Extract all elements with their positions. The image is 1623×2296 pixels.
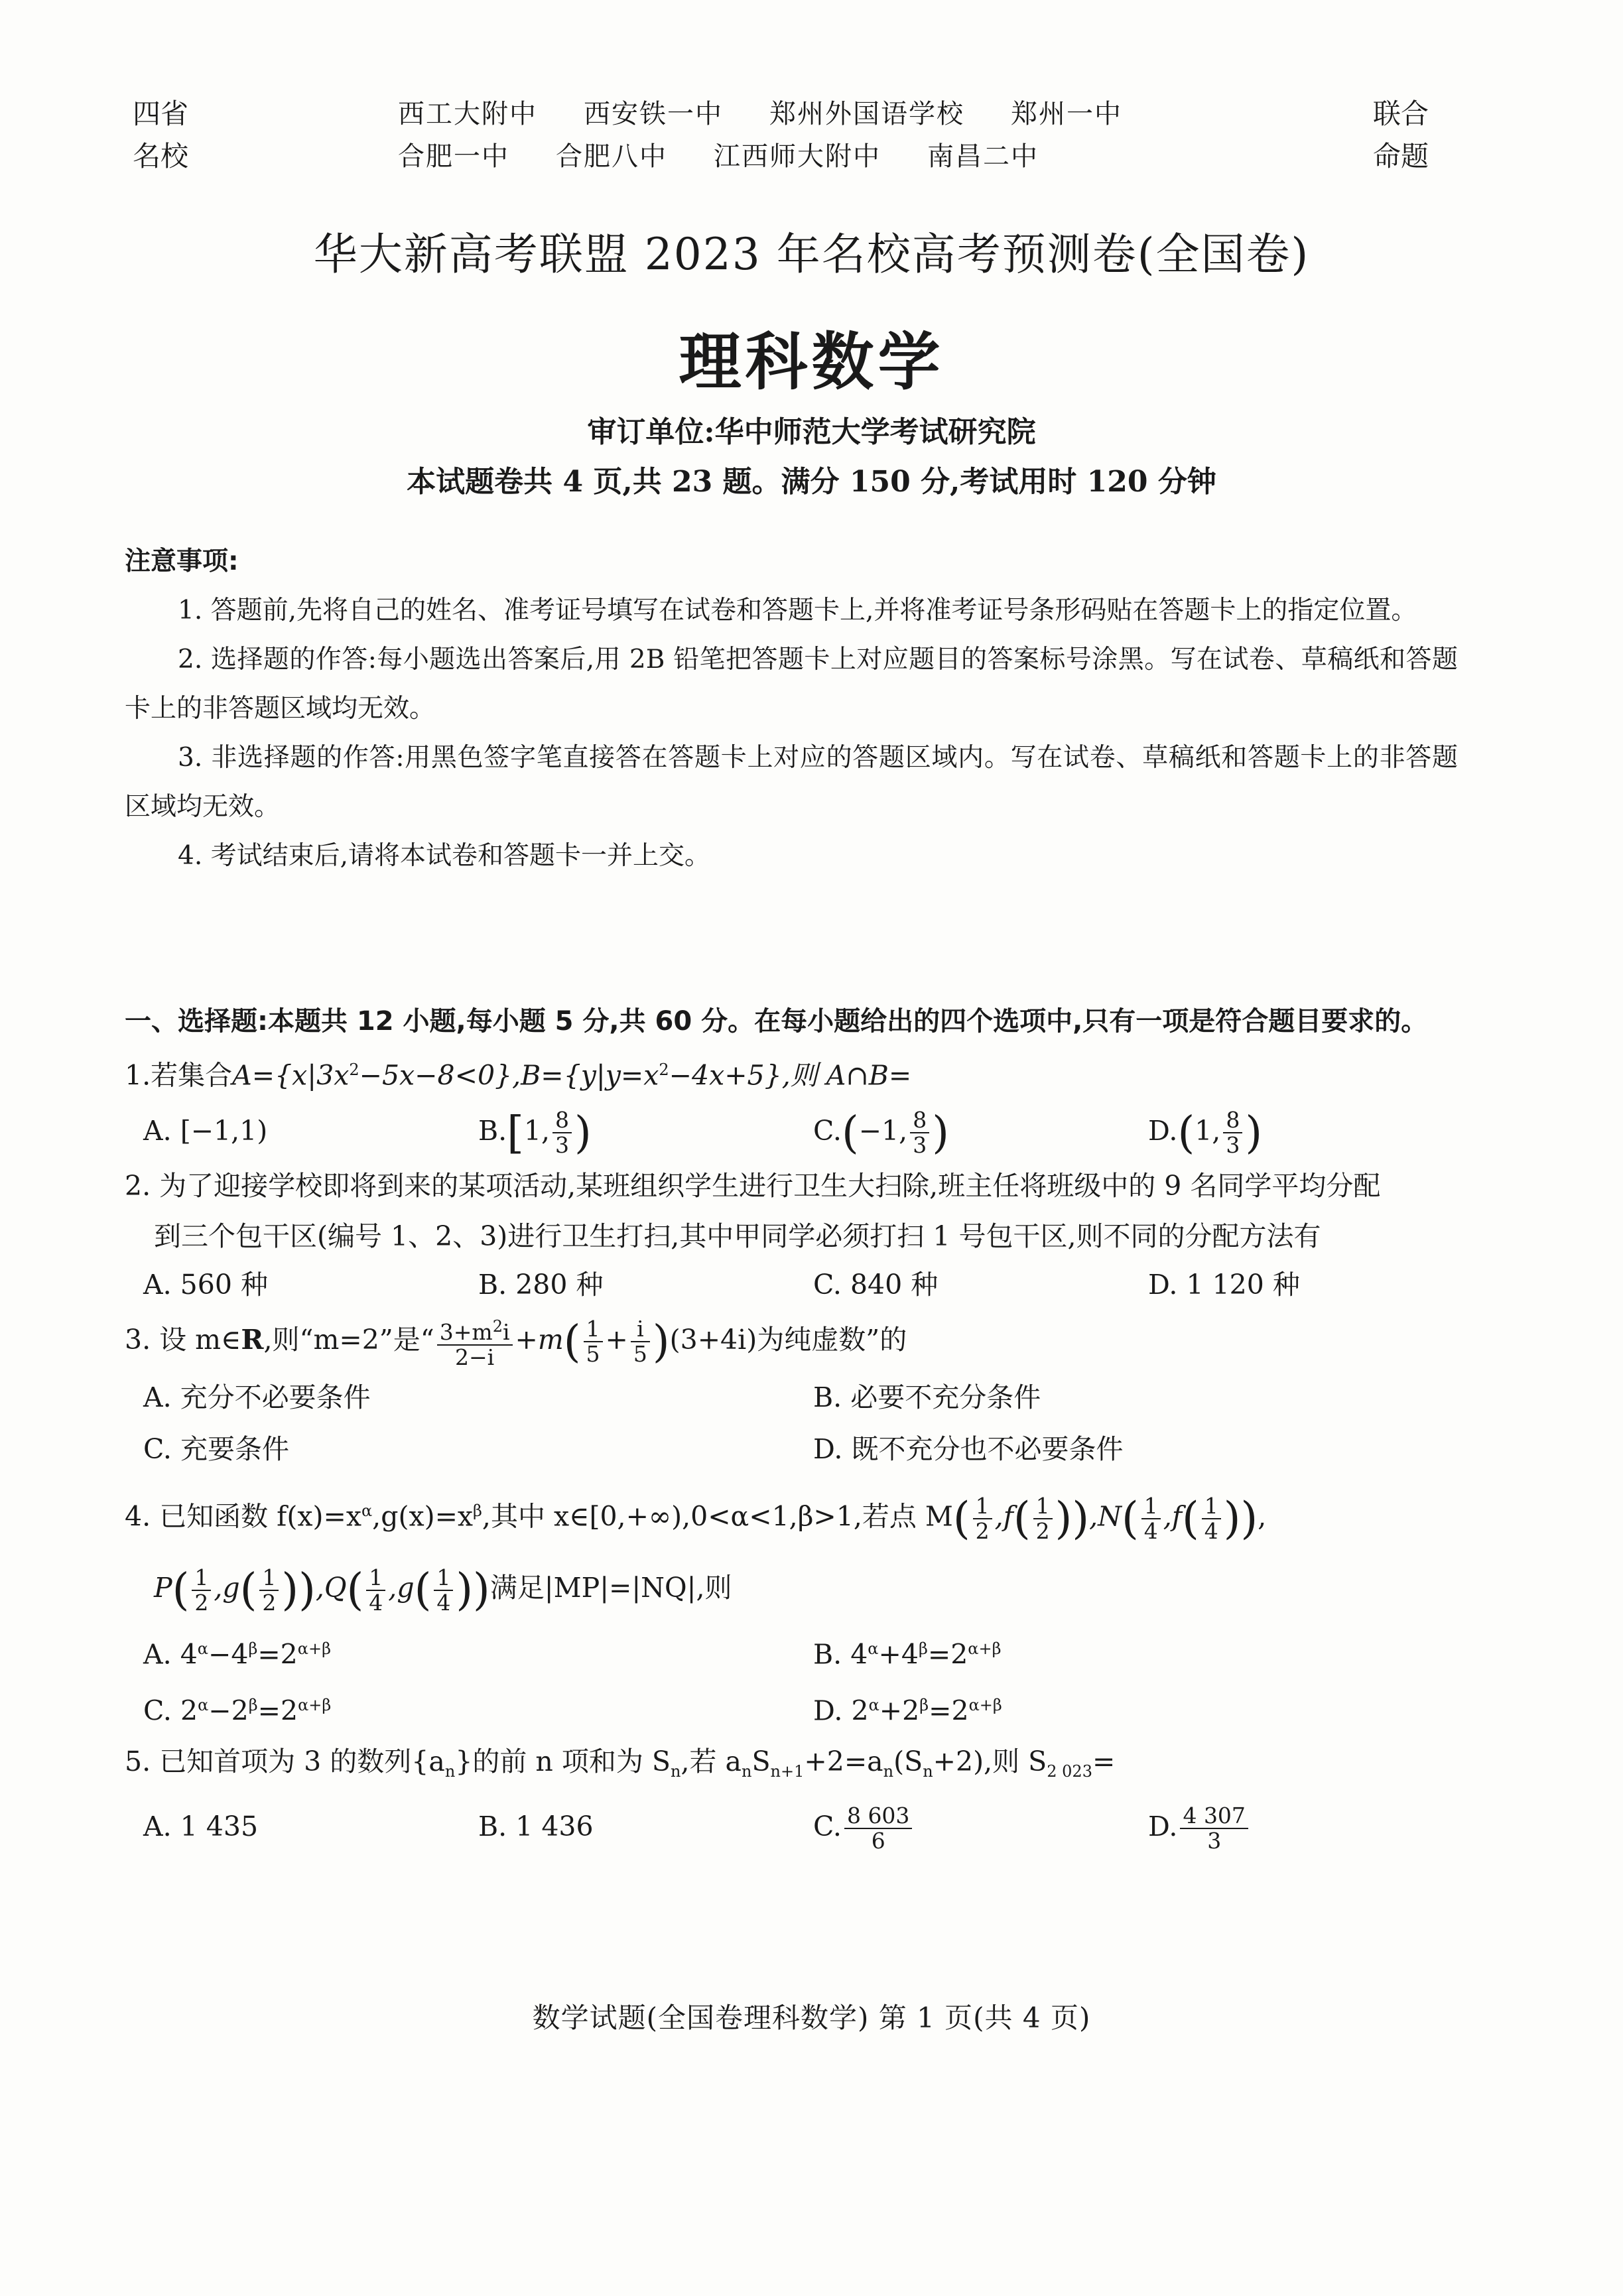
numerator: 1 [973,1494,992,1519]
option-a [143,1101,478,1161]
school: 西安铁一中 [584,99,723,129]
denominator: 2 [262,1589,277,1616]
denominator: 2 [975,1517,990,1544]
numerator: 1 [584,1317,603,1342]
option-a: A. 1 435 [143,1810,259,1842]
option-d: D. 既不充分也不必要条件 [813,1433,1124,1465]
math-sup: β [248,1639,258,1659]
question-5-stem [125,1736,1464,1797]
denominator: 4 [369,1589,383,1616]
option-label: C. [813,1114,842,1147]
section-heading: 一、选择题:本题共 12 小题,每小题 5 分,共 60 分。在每小题给出的四个选项中,只有一项是符合题目要求的。 [125,1006,1428,1037]
fraction [1180,1804,1248,1853]
exam-info: 本试题卷共 4 页,共 23 题。满分 150 分,考试用时 120 分钟 [407,465,1216,499]
math: ,N [1089,1500,1122,1533]
stem-text: +2=a [804,1745,883,1777]
header-right-line2: 命题 [1373,140,1429,172]
question-1 [125,1045,1464,1161]
note-item: 4. 考试结束后,请将本试卷和答题卡一并上交。 [178,841,711,871]
denominator: 3 [913,1132,927,1159]
math: −4 [208,1638,249,1671]
school: 郑州外国语学校 [769,99,964,129]
school: 合肥一中 [398,141,509,172]
math: −5x−8<0},B={y|y=x [359,1059,659,1092]
denominator: 2−i [455,1344,495,1370]
questions [125,998,1464,1856]
denominator: 4 [1143,1517,1158,1544]
math: 4 [850,1638,868,1671]
option-label: A. [143,1638,180,1671]
math: =2 [929,1694,969,1727]
math: +m [515,1323,564,1356]
denominator: 4 [436,1589,451,1616]
math: ,Q [315,1572,347,1604]
bracket: )) [281,1564,316,1616]
bracket: ) [652,1316,670,1368]
option-b: B. 280 种 [478,1268,604,1301]
option-value: −1, [858,1114,908,1147]
question-5-options [125,1797,1464,1856]
denominator: 3 [1226,1132,1240,1159]
option-b: B. 1 436 [478,1810,594,1842]
numerator: 1 [192,1566,211,1591]
bracket: ( [1013,1492,1031,1544]
numerator: 8 [552,1108,572,1133]
math: +4 [878,1638,919,1671]
numerator: 1 [1141,1494,1161,1519]
question-5 [125,1736,1464,1856]
math: R [241,1323,264,1356]
stem-text: 4. 已知函数 f(x)=x [125,1500,361,1533]
bracket: ( [841,1107,859,1159]
fraction [631,1317,650,1366]
notes-heading: 注意事项: [125,546,239,576]
math-sup: α+β [297,1639,331,1659]
header-left-line2: 名校 [133,140,189,172]
header-schools [398,93,1194,178]
math-sup: β [248,1695,258,1714]
math: P [154,1572,172,1604]
math-sup: α+β [968,1695,1002,1714]
question-2-stem-line2: 到三个包干区(编号 1、2、3)进行卫生打扫,其中甲同学必须打扫 1 号包干区,则不同的分配方法有 [154,1220,1321,1252]
math-sup: β [919,1695,929,1714]
stem-text: (3+4i)为纯虚数”的 [669,1323,907,1356]
math: 3+m [439,1318,493,1345]
fraction [973,1494,992,1543]
school: 郑州一中 [1011,99,1122,129]
math-sub: n+1 [770,1761,805,1781]
numerator: 1 [366,1566,385,1591]
fraction [910,1108,929,1157]
numerator: 1 [434,1566,453,1591]
question-1-options [125,1101,1464,1161]
note-item: 2. 选择题的作答:每小题选出答案后,用 2B 铅笔把答题卡上对应题目的答案标号涂黑。写在试卷、草稿纸和答题卡上的非答题区域均无效。 [125,645,1458,724]
option-label: A. [143,1114,172,1147]
question-2-options [125,1261,1464,1308]
bracket: ( [172,1564,190,1616]
bracket: ) [1245,1107,1263,1159]
numerator [437,1314,513,1346]
header-right-line1: 联合 [1373,97,1429,130]
option-label: D. [1148,1810,1178,1842]
bracket: ( [239,1564,257,1616]
bracket: ( [414,1564,432,1616]
option-d: D. 1 120 种 [1148,1268,1300,1301]
option-a: A. 560 种 [143,1268,268,1301]
math: + [605,1323,628,1356]
math-sub: n [671,1761,681,1781]
math: 4 [180,1638,198,1671]
numerator: 1 [259,1566,279,1591]
header-left-line1: 四省 [133,97,189,130]
math: ,f [1163,1500,1183,1533]
fraction [584,1317,603,1366]
question-4-options [125,1624,1464,1736]
numerator: 8 603 [844,1804,912,1829]
stem-text: = [1092,1745,1116,1777]
option-c [813,1797,1148,1856]
denominator: 3 [555,1132,570,1159]
math: −4x+5},则 A∩B= [669,1059,912,1092]
option-value: 1, [1195,1114,1221,1147]
fraction [1223,1108,1242,1157]
page-footer: 数学试题(全国卷理科数学) 第 1 页(共 4 页) [532,2002,1091,2034]
bracket: ( [563,1316,581,1368]
numerator: 8 [1223,1108,1242,1133]
header-left [133,93,188,178]
bracket: ) [932,1107,949,1159]
math-sup: 2 [349,1060,359,1079]
fraction [1033,1494,1053,1543]
stem-text: 3. 设 m∈ [125,1323,241,1356]
option-b: B. 必要不充分条件 [813,1381,1041,1413]
fraction [1202,1494,1221,1543]
option-label: C. [143,1694,180,1727]
question-2 [125,1161,1464,1308]
note-item: 1. 答题前,先将自己的姓名、准考证号填写在试卷和答题卡上,并将准考证号条形码贴在答题卡上的指定位置。 [178,596,1417,625]
stem-text: 若集合 [151,1059,233,1092]
math: =2 [257,1694,298,1727]
stem-text: ,其中 x∈[0,+∞),0<α<1,β>1,若点 M [482,1500,953,1533]
math: i [502,1318,510,1345]
schools-row-1 [398,93,1194,135]
denominator: 2 [1035,1517,1050,1544]
question-4 [125,1475,1464,1736]
stem-text: 满足|MP|=|NQ|,则 [489,1572,732,1604]
bracket: ( [1122,1492,1139,1544]
math-sup: α [198,1695,209,1714]
bracket: ( [952,1492,970,1544]
stem-text: ,若 a [681,1745,742,1777]
stem-text: , [1258,1500,1267,1533]
math-sub: n [444,1761,456,1781]
math: 2 [851,1694,869,1727]
question-4-stem-line2 [125,1552,1464,1624]
math-sub: n [741,1761,752,1781]
bracket: ( [1177,1107,1195,1159]
math: +2 [879,1694,920,1727]
numerator: 8 [910,1108,929,1133]
option-d [1148,1101,1483,1161]
denominator: 6 [871,1828,885,1854]
option-label: D. [1148,1114,1178,1147]
math-sup: β [473,1501,482,1520]
math: S [751,1745,771,1777]
math-sup: α [868,1639,879,1659]
math: =2 [257,1638,298,1671]
fraction [366,1566,385,1615]
math: ,g [388,1572,415,1604]
option-value: [−1,1) [180,1114,268,1147]
stem-text: (S [893,1745,923,1777]
review-unit: 审订单位:华中师范大学考试研究院 [587,415,1036,449]
bracket: )) [456,1564,490,1616]
denominator: 3 [1207,1828,1222,1854]
school: 江西师大附中 [714,141,881,172]
denominator: 5 [586,1341,600,1368]
question-3-stem [125,1308,1464,1371]
header-right [1373,93,1429,178]
denominator: 2 [194,1589,209,1616]
bracket: [ [507,1107,524,1159]
option-d [813,1680,1483,1736]
subject-title: 理科数学 [679,326,944,399]
option-label: B. [813,1638,851,1671]
school: 西工大附中 [398,99,537,129]
stem-text: }的前 n 项和为 S [455,1745,671,1777]
option-value: 1, [523,1114,551,1147]
stem-text: ,则“m=2”是“ [263,1323,434,1356]
fraction [1141,1494,1161,1543]
math: ,g [214,1572,240,1604]
fraction [259,1566,279,1615]
option-d [1148,1797,1483,1856]
question-3-options [125,1371,1464,1475]
school: 南昌二中 [927,141,1039,172]
question-3 [125,1308,1464,1475]
numerator: 1 [1033,1494,1053,1519]
option-label: B. [478,1114,507,1147]
option-c: C. 840 种 [813,1268,939,1301]
numerator: 1 [1202,1494,1221,1519]
fraction [192,1566,211,1615]
math-sup: β [918,1639,928,1659]
math: A={x|3x [232,1059,350,1092]
stem-text: 5. 已知首项为 3 的数列{a [125,1745,445,1777]
bracket: ( [1182,1492,1199,1544]
fraction [437,1314,513,1370]
option-c [143,1680,813,1736]
denominator: 4 [1204,1517,1218,1544]
math-sub: n [923,1761,933,1781]
option-c: C. 充要条件 [143,1433,289,1465]
math: −2 [208,1694,249,1727]
math: ,f [994,1500,1013,1533]
option-label: C. [813,1810,842,1842]
math-sup: α [197,1639,208,1659]
option-label: D. [813,1694,852,1727]
question-2-stem-line1: 2. 为了迎接学校即将到来的某项活动,某班组织学生进行卫生大扫除,班主任将班级中的 9 名同学平均分配 [125,1169,1381,1202]
math-sup: 2 [659,1060,669,1079]
math-sup: α+β [968,1639,1002,1659]
math-sup: α [868,1695,879,1714]
question-1-stem [125,1045,1464,1101]
option-a [143,1624,813,1680]
option-b [478,1101,813,1161]
bracket: ( [346,1564,364,1616]
denominator: 5 [633,1341,647,1368]
note-item: 3. 非选择题的作答:用黑色签字笔直接答在答题卡上对应的答题区域内。写在试卷、草稿纸和答题卡上的非答题区域均无效。 [125,743,1458,822]
exam-title: 华大新高考联盟 2023 年名校高考预测卷(全国卷) [313,229,1310,280]
bracket: ) [574,1107,592,1159]
numerator: 4 307 [1180,1804,1248,1829]
option-c [813,1101,1148,1161]
math-sup: α+β [298,1695,332,1714]
fraction [552,1108,572,1157]
bracket: )) [1223,1492,1258,1544]
question-4-stem-line1 [125,1475,1464,1553]
math-sub: n [883,1761,894,1781]
school: 合肥八中 [556,141,667,172]
option-b [813,1624,1483,1680]
math: =2 [927,1638,968,1671]
fraction [434,1566,453,1615]
schools-row-2 [398,135,1194,178]
stem-text: +2),则 S [933,1745,1047,1777]
question-number: 1. [125,1059,151,1092]
math-sup: α [361,1501,373,1520]
stem-text: ,g(x)=x [372,1500,474,1533]
bracket: )) [1055,1492,1090,1544]
option-a: A. 充分不必要条件 [143,1381,371,1413]
fraction [844,1804,912,1853]
notes-section [125,537,1458,881]
math: 2 [180,1694,198,1727]
math-sub: 2 023 [1047,1761,1092,1781]
numerator: i [631,1317,650,1342]
math-sup: 2 [492,1316,503,1336]
